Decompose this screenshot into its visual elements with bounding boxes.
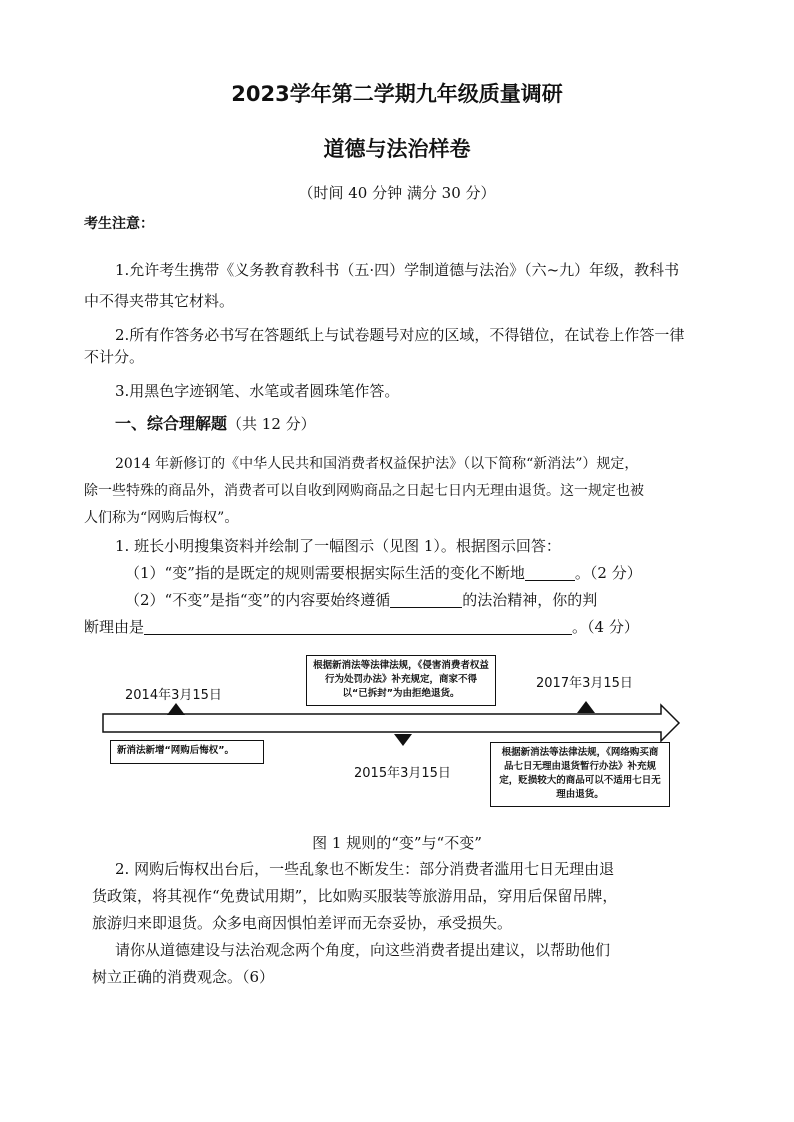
question-2-line-4: 请你从道德建设与法治观念两个角度，向这些消费者提出建议，以帮助他们 xyxy=(115,941,611,959)
question-1-1-answer-blank[interactable] xyxy=(525,564,575,581)
question-1-2-line-2 xyxy=(84,616,639,637)
section-1-score: （共 12 分） xyxy=(227,415,316,433)
notice-item-1-line-1: 1.允许考生携带《义务教育教科书（五·四）学制道德与法治》（六~九）年级，教科书 xyxy=(115,261,680,279)
notice-item-2-line-1: 2.所有作答务必书写在答题纸上与试卷题号对应的区域，不得错位，在试卷上作答一律 xyxy=(115,326,685,344)
notice-item-1-line-2: 中不得夹带其它材料。 xyxy=(84,292,235,310)
timeline-box-2014: 新消法新增“网购后悔权”。 xyxy=(110,740,264,764)
timeline-date-2015: 2015年3月15日 xyxy=(354,766,451,781)
material-line-1: 2014 年新修订的《中华人民共和国消费者权益保护法》（以下简称“新消法”）规定， xyxy=(115,456,639,472)
question-2-line-1: 2. 网购后悔权出台后，一些乱象也不断发生：部分消费者滥用七日无理由退 xyxy=(115,860,615,878)
figure-1-caption: 图 1 规则的“变”与“不变” xyxy=(312,834,482,852)
exam-title: 2023学年第二学期九年级质量调研 xyxy=(231,82,563,106)
question-1-1-score: 。（2 分） xyxy=(574,564,642,582)
timeline-date-2014: 2014年3月15日 xyxy=(125,688,222,703)
section-1-heading-row xyxy=(115,411,316,434)
notice-item-2-line-2: 不计分。 xyxy=(84,348,145,366)
question-1-intro: 1. 班长小明搜集资料并绘制了一幅图示（见图 1）。根据图示回答： xyxy=(115,537,561,555)
question-1-2-reason-label: 断理由是 xyxy=(84,618,145,636)
material-line-2: 除一些特殊的商品外，消费者可以自收到网购商品之日起七日内无理由退货。这一规定也被 xyxy=(84,483,644,499)
question-2-line-3: 旅游归来即退货。众多电商因惧怕差评而无奈妥协，承受损失。 xyxy=(92,914,513,932)
question-2-line-2: 货政策，将其视作“免费试用期”，比如购买服装等旅游用品，穿用后保留吊牌， xyxy=(92,887,618,905)
marker-2017-up-triangle xyxy=(576,700,596,714)
question-1-2-line-1 xyxy=(125,589,597,610)
question-1-2-text-mid: 的法治精神，你的判 xyxy=(462,591,598,609)
notice-item-3: 3.用黑色字迹钢笔、水笔或者圆珠笔作答。 xyxy=(115,382,400,400)
timeline-box-2015: 根据新消法等法律法规，《侵害消费者权益行为处罚办法》补充规定，商家不得以“已拆封”为由拒绝退货。 xyxy=(306,655,496,706)
question-1-1 xyxy=(125,562,642,583)
question-2-line-5: 树立正确的消费观念。（6） xyxy=(92,968,275,986)
question-1-2-answer-blank-2[interactable] xyxy=(144,618,572,635)
marker-2015-down-triangle xyxy=(393,733,413,747)
notice-heading: 考生注意： xyxy=(84,216,154,232)
exam-subject: 道德与法治样卷 xyxy=(323,137,471,161)
exam-time-info: （时间 40 分钟 满分 30 分） xyxy=(298,184,496,202)
section-1-heading: 一、综合理解题 xyxy=(115,414,228,433)
question-1-2-score: 。（4 分） xyxy=(572,618,639,636)
question-1-2-text: （2）“不变”是指“变”的内容要始终遵循 xyxy=(125,591,391,609)
marker-2014-up-triangle xyxy=(166,702,186,716)
material-line-3: 人们称为“网购后悔权”。 xyxy=(84,510,239,526)
question-1-2-answer-blank-1[interactable] xyxy=(390,591,462,608)
timeline-date-2017: 2017年3月15日 xyxy=(536,676,633,691)
question-1-1-text: （1）“变”指的是既定的规则需要根据实际生活的变化不断地 xyxy=(125,564,525,582)
timeline-box-2017: 根据新消法等法律法规，《网络购买商品七日无理由退货暂行办法》补充规定，贬损较大的商品可以不适用七日无理由退货。 xyxy=(490,742,670,807)
